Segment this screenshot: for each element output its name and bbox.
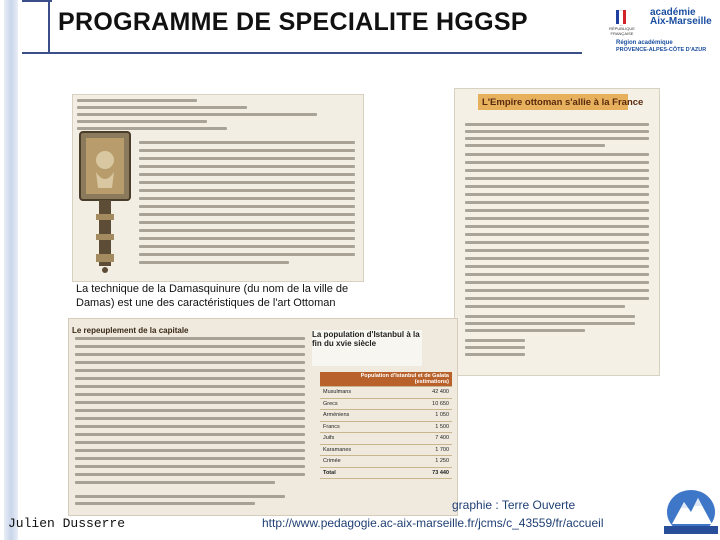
table-row: Arméniens 1 050	[320, 410, 452, 422]
academy-logo	[598, 6, 718, 56]
title-rule-vertical	[48, 0, 50, 54]
academy-name: académie Aix-Marseille	[650, 7, 712, 27]
population-heading: La population d'Istanbul à la fin du xvie siècle	[312, 330, 422, 366]
slide-left-stripe	[0, 0, 22, 540]
table-row: Musulmans 42 400	[320, 387, 452, 399]
empire-heading: L'Empire ottoman s'allie à la France	[478, 94, 628, 110]
table-total-row: Total 73 440	[320, 467, 452, 479]
capital-heading: Le repeuplement de la capitale	[72, 326, 189, 335]
footer-credit: graphie : Terre Ouverte	[452, 498, 576, 512]
republic-label: RÉPUBLIQUE FRANÇAISE	[609, 26, 635, 36]
mountain-mascot-icon	[664, 484, 718, 538]
region-label: Région académique	[616, 40, 673, 46]
table-row: Crimée 1 250	[320, 456, 452, 468]
region-name: PROVENCE-ALPES-CÔTE D'AZUR	[616, 47, 707, 53]
slide-title: PROGRAMME DE SPECIALITE HGGSP	[58, 8, 528, 36]
footer-link[interactable]: http://www.pedagogie.ac-aix-marseille.fr/jcms/c_43559/fr/accueil	[262, 516, 604, 530]
table-row: Karamanes 1 700	[320, 444, 452, 456]
damascened-mirror-image	[78, 130, 132, 274]
author-name: Julien Dusserre	[8, 516, 126, 531]
table-row: Juifs 7 400	[320, 433, 452, 445]
title-rule	[22, 52, 582, 54]
mirror-caption: La technique de la Damasquinure (du nom de la ville de Damas) est une des caractéristiques de l'art Ottoman	[76, 283, 349, 309]
document-empire-scan	[454, 88, 660, 376]
table-header-cell	[320, 372, 354, 387]
french-flag-icon	[616, 10, 626, 24]
population-table	[320, 372, 452, 502]
table-row: Grecs 10 650	[320, 398, 452, 410]
table-row: Francs 1 500	[320, 421, 452, 433]
table-header-cell: Population d'Istanbul et de Galata (estimations)	[354, 372, 452, 387]
